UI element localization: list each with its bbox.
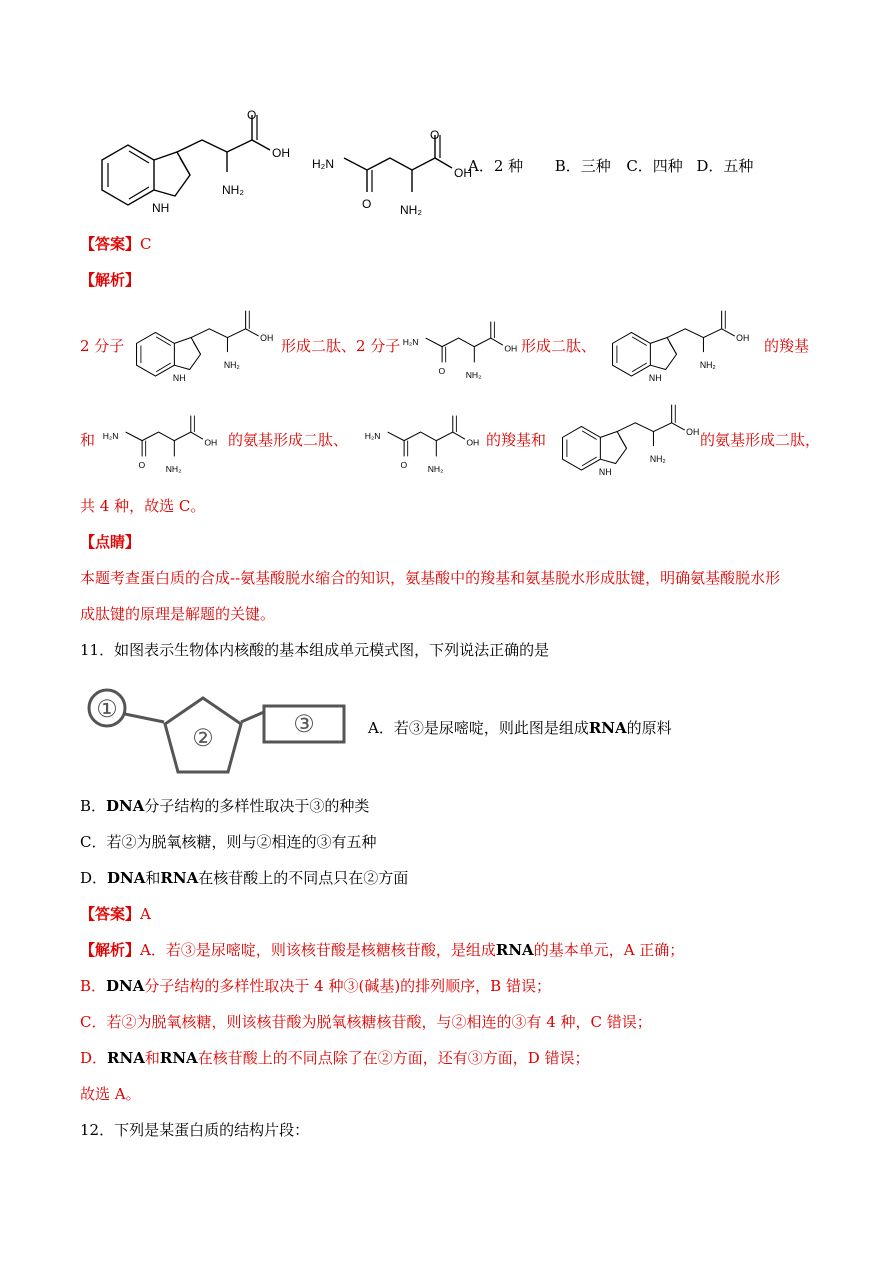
nh2-label: NH₂ xyxy=(222,183,244,197)
o-label: O xyxy=(430,130,440,142)
svg-text:O: O xyxy=(438,365,446,376)
exp2-t3: 的羧基和 xyxy=(486,431,547,449)
asparagine-small-3 xyxy=(362,412,482,480)
tip-line-1: 本题考查蛋白质的合成--氨基酸脱水缩合的知识，氨基酸中的羧基和氨基脱水形成肽键，明确氨基酸脱水形 xyxy=(80,569,781,587)
oh-label: OH xyxy=(454,166,472,180)
exp1-t2: 形成二肽、2 分子 xyxy=(281,337,401,355)
svg-text:OH: OH xyxy=(466,437,480,448)
q11-analysis-b: B．DNA分子结构的多样性取决于 4 种③(碱基)的排列顺序，B 错误； xyxy=(80,977,551,995)
svg-text:OH: OH xyxy=(204,437,218,448)
tryptophan-small-2 xyxy=(598,306,758,388)
svg-text:NH₂: NH₂ xyxy=(465,370,482,381)
exp3: 共 4 种，故选 C。 xyxy=(80,497,206,515)
svg-text:NH: NH xyxy=(598,467,612,478)
svg-text:NH: NH xyxy=(172,373,186,384)
oh-label: OH xyxy=(272,146,290,160)
svg-text:OH: OH xyxy=(504,343,518,354)
nh2-label: NH₂ xyxy=(400,203,422,217)
tip-label: 【点睛】 xyxy=(80,533,141,551)
answer-value: C xyxy=(140,235,152,253)
exp1-t4: 的羧基 xyxy=(764,337,810,355)
tip-line-2: 成肽键的原理是解题的关键。 xyxy=(80,605,276,623)
option-a: A．2 种 xyxy=(468,157,524,175)
q11-option-a: A．若③是尿嘧啶，则此图是组成RNA的原料 xyxy=(368,719,672,737)
svg-text:H₂N: H₂N xyxy=(102,431,119,442)
exp2-t4: 的氨基形成二肽， xyxy=(700,431,821,449)
option-d: D．五种 xyxy=(696,157,754,175)
q11-analysis-end: 故选 A。 xyxy=(80,1085,141,1103)
tryptophan-structure xyxy=(82,110,302,220)
q11-option-b: B．DNA分子结构的多样性取决于③的种类 xyxy=(80,797,370,815)
asparagine-small-2 xyxy=(100,412,220,480)
q10-options xyxy=(468,156,753,176)
svg-text:OH: OH xyxy=(736,333,750,344)
q10-answer xyxy=(80,234,152,254)
svg-text:H₂N: H₂N xyxy=(364,431,381,442)
asparagine-structure xyxy=(312,130,472,225)
svg-text:OH: OH xyxy=(260,333,274,344)
base-label: ③ xyxy=(293,711,315,738)
exp2-t1: 和 xyxy=(80,431,96,449)
option-c: C．四种 xyxy=(626,157,683,175)
svg-text:O: O xyxy=(400,459,408,470)
phosphate-label: ① xyxy=(96,696,118,723)
h2n-label: H₂N xyxy=(312,157,334,171)
o-label: O xyxy=(247,110,257,122)
svg-text:NH₂: NH₂ xyxy=(427,464,444,475)
svg-text:NH₂: NH₂ xyxy=(649,454,666,465)
exp2-t2: 的氨基形成二肽、 xyxy=(228,431,349,449)
q11-option-c: C．若②为脱氧核糖，则与②相连的③有五种 xyxy=(80,833,377,851)
nh-label: NH xyxy=(152,201,170,215)
tryptophan-small-1 xyxy=(122,306,282,388)
q11-analysis-c: C．若②为脱氧核糖，则该核苷酸为脱氧核糖核苷酸，与②相连的③有 4 种，C 错误； xyxy=(80,1013,652,1031)
o-label: O xyxy=(362,197,372,211)
q11-option-d: D．DNA和RNA在核苷酸上的不同点只在②方面 xyxy=(80,869,409,887)
tryptophan-small-3 xyxy=(548,400,708,482)
q11-analysis-d: D．RNA和RNA在核苷酸上的不同点除了在②方面，还有③方面，D 错误； xyxy=(80,1049,590,1067)
asparagine-small-1 xyxy=(400,318,520,386)
svg-text:NH₂: NH₂ xyxy=(165,464,182,475)
svg-text:NH₂: NH₂ xyxy=(699,360,716,371)
nucleotide-diagram xyxy=(86,684,356,784)
svg-text:NH: NH xyxy=(648,373,662,384)
q12-stem: 12．下列是某蛋白质的结构片段： xyxy=(80,1121,310,1139)
exp1-t3: 形成二肽、 xyxy=(521,337,597,355)
q11-analysis-a: 【解析】A．若③是尿嘧啶，则该核苷酸是核糖核苷酸，是组成RNA的基本单元，A 正确； xyxy=(80,941,685,959)
sugar-label: ② xyxy=(192,725,214,752)
svg-text:NH₂: NH₂ xyxy=(223,360,240,371)
option-b: B．三种 xyxy=(554,157,611,175)
answer-label: 【答案】 xyxy=(80,235,141,253)
q11-stem: 11．如图表示生物体内核酸的基本组成单元模式图，下列说法正确的是 xyxy=(80,641,550,659)
svg-text:OH: OH xyxy=(686,427,700,438)
svg-text:H₂N: H₂N xyxy=(402,337,419,348)
analysis-label: 【解析】 xyxy=(80,271,141,289)
exp1-t1: 2 分子 xyxy=(80,337,125,355)
q11-answer: 【答案】A xyxy=(80,905,151,923)
svg-text:O: O xyxy=(138,459,146,470)
